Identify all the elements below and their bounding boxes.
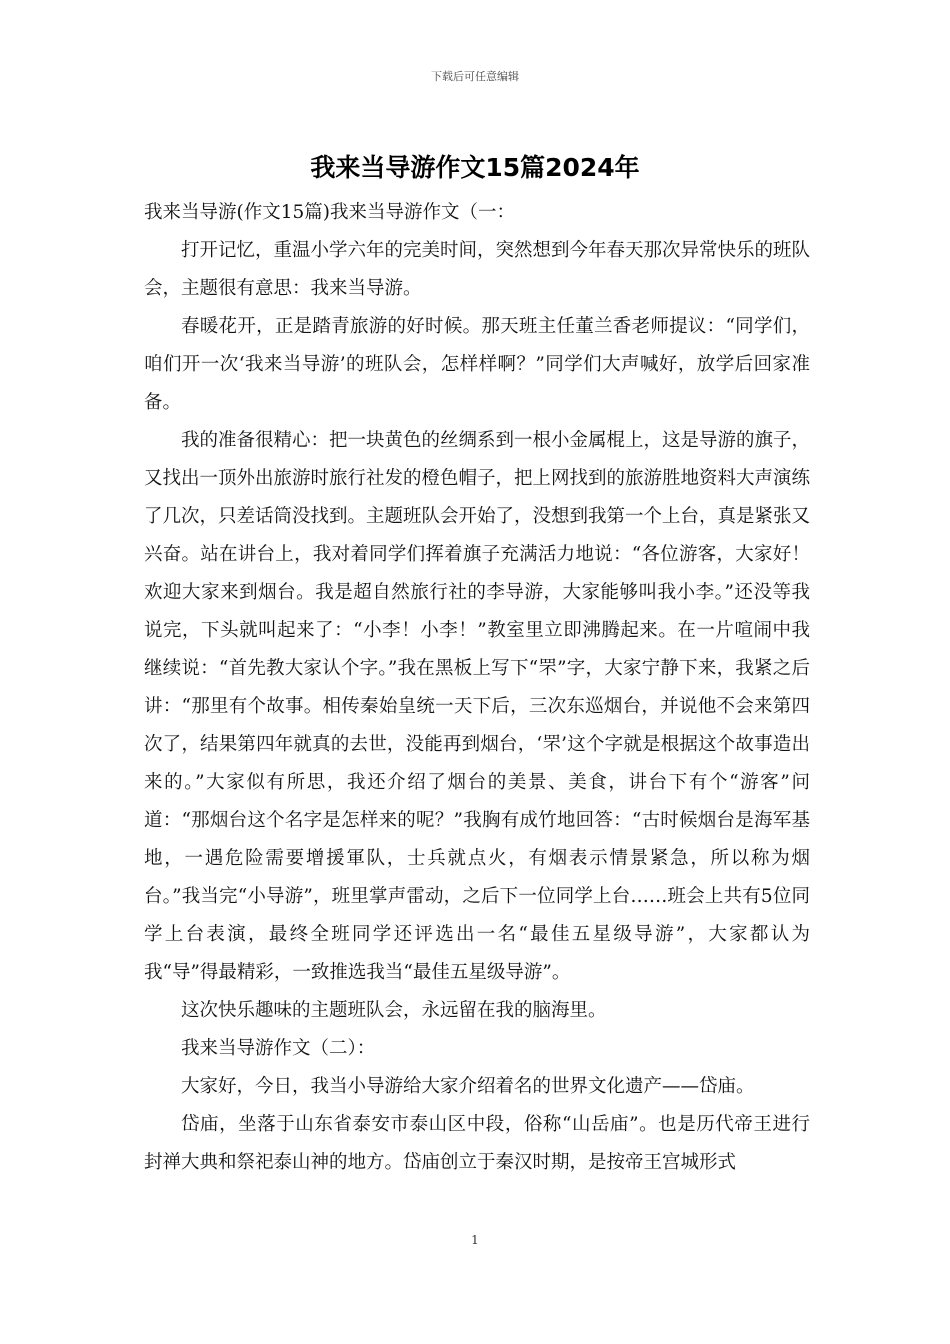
- section-heading: 我来当导游作文（二）：: [181, 1038, 376, 1059]
- page-header: 下载后可任意编辑: [431, 70, 519, 83]
- page-number: 1: [471, 1233, 479, 1247]
- paragraph: 春暖花开，正是踏青旅游的好时候。那天班主任董兰香老师提议：“同学们，咱们开一次‘我来当导游’的班队会，怎样样啊？”同学们大声喊好，放学后回家准备。: [144, 316, 810, 413]
- paragraph: 打开记忆，重温小学六年的完美时间，突然想到今年春天那次异常快乐的班队会，主题很有意思：我来当导游。: [144, 240, 811, 299]
- document-body: [144, 194, 810, 1182]
- paragraph: 我的准备很精心：把一块黄色的丝绸系到一根小金属棍上，这是导游的旗子，又找出一顶外出旅游时旅行社发的橙色帽子，把上网找到的旅游胜地资料大声演练了几次，只差话筒没找到。主题班队会开始了，没想到我第一个上台，真是紧张又兴奋。站在讲台上，我对着同学们挥着旗子充满活力地说：“各位游客，大家好！欢迎大家来到烟台。我是超自然旅行社的李导游，大家能够叫我小李。”还没等我说完，下头就叫起来了：“小李！小李！”教室里立即沸腾起来。在一片喧闹中我继续说：“首先教大家认个字。”我在黑板上写下“罘”字，大家宁静下来，我紧之后讲：“那里有个故事。相传秦始皇统一天下后，三次东巡烟台，并说他不会来第四次了，结果第四年就真的去世，没能再到烟台，‘罘’这个字就是根据这个故事造出来的。”大家似有所思，我还介绍了烟台的美景、美食，讲台下有个“游客”问道：“那烟台这个名字是怎样来的呢？”我胸有成竹地回答：“古时候烟台是海军基地，一遇危险需要增援軍队，士兵就点火，有烟表示情景紧急，所以称为烟台。”我当完“小导游”，班里掌声雷动，之后下一位同学上台……班会上共有5位同学上台表演，最终全班同学还评选出一名“最佳五星级导游”，大家都认为我“导”得最精彩，一致推选我当“最佳五星级导游”。: [144, 430, 811, 983]
- paragraph: 岱庙，坐落于山东省泰安市泰山区中段，俗称“山岳庙”。也是历代帝王进行封禅大典和祭祀泰山神的地方。岱庙创立于秦汉时期，是按帝王宫城形式: [144, 1114, 810, 1173]
- paragraph: 大家好，今日，我当小导游给大家介绍着名的世界文化遗产——岱庙。: [181, 1076, 755, 1097]
- paragraph: 这次快乐趣味的主题班队会，永远留在我的脑海里。: [181, 1000, 607, 1021]
- paragraph: 我来当导游(作文15篇)我来当导游作文（一：: [144, 202, 515, 223]
- document-title: 我来当导游作文15篇2024年: [310, 153, 640, 182]
